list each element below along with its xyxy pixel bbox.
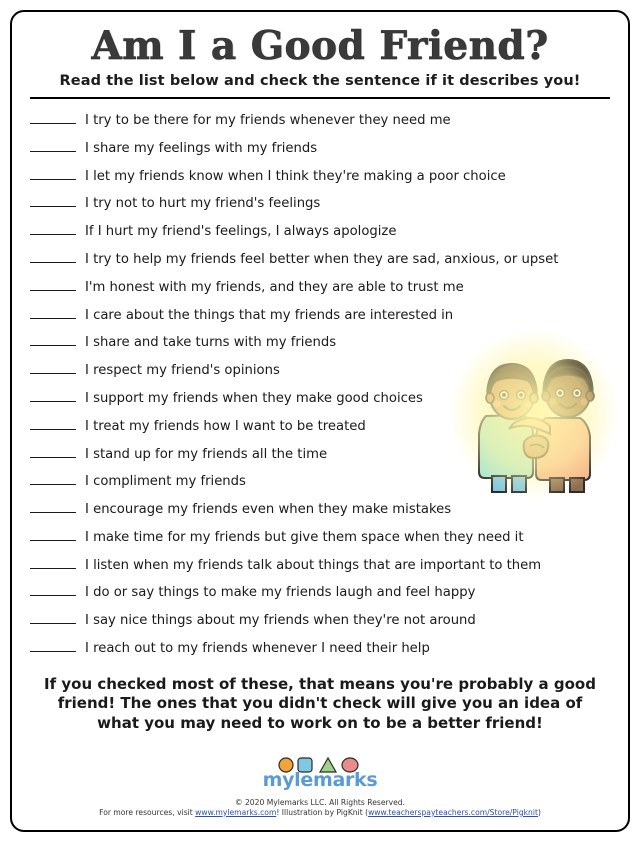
- page-title: Am I a Good Friend?: [91, 23, 549, 69]
- list-item[interactable]: [30, 445, 610, 461]
- instructions-text: Read the list below and check the sentence if it describes you!: [59, 72, 581, 89]
- list-item-label: I care about the things that my friends are interested in: [85, 307, 454, 323]
- list-item[interactable]: [30, 528, 610, 544]
- copyright-text: © 2020 Mylemarks LLC. All Rights Reserved.: [234, 797, 406, 807]
- list-item[interactable]: [30, 556, 610, 572]
- check-blank[interactable]: [30, 389, 76, 402]
- list-item-label: I support my friends when they make good choices: [85, 390, 423, 406]
- credits-middle: ! Illustration by PigKnit (: [276, 807, 369, 817]
- check-blank[interactable]: [30, 250, 76, 263]
- list-item[interactable]: [30, 389, 610, 405]
- list-item-label: I respect my friend's opinions: [85, 363, 280, 379]
- check-blank[interactable]: [30, 528, 76, 541]
- check-blank[interactable]: [30, 361, 76, 374]
- logo-wordmark: [263, 769, 378, 791]
- list-item-label: I let my friends know when I think they're making a poor choice: [85, 168, 506, 184]
- check-blank[interactable]: [30, 639, 76, 652]
- list-item-label: I share and take turns with my friends: [85, 335, 337, 351]
- list-item-label: I share my feelings with my friends: [85, 140, 318, 156]
- list-item[interactable]: [30, 111, 610, 127]
- check-blank[interactable]: [30, 306, 76, 319]
- list-item[interactable]: [30, 194, 610, 210]
- list-item-label: I reach out to my friends whenever I need their help: [85, 641, 430, 657]
- closing-text: If you checked most of these, that means you're probably a good friend! The ones that you didn't check will give you an idea of what you may need to work on to be a better friend!: [44, 675, 596, 732]
- list-item[interactable]: [30, 306, 610, 322]
- list-item-label: I compliment my friends: [85, 474, 246, 490]
- list-item[interactable]: [30, 222, 610, 238]
- credits-line: [30, 808, 610, 817]
- check-blank[interactable]: [30, 167, 76, 180]
- list-item-label: If I hurt my friend's feelings, I always apologize: [85, 224, 397, 240]
- check-blank[interactable]: [30, 445, 76, 458]
- check-blank[interactable]: [30, 556, 76, 569]
- check-blank[interactable]: [30, 222, 76, 235]
- check-blank[interactable]: [30, 417, 76, 430]
- list-item-label: I try to help my friends feel better when they are sad, anxious, or upset: [85, 251, 559, 267]
- list-item-label: I try to be there for my friends whenever they need me: [85, 112, 451, 128]
- check-blank[interactable]: [30, 194, 76, 207]
- list-item[interactable]: [30, 639, 610, 655]
- check-blank[interactable]: [30, 583, 76, 596]
- mylemarks-link[interactable]: www.mylemarks.com: [195, 807, 277, 817]
- list-item-label: I treat my friends how I want to be treated: [85, 418, 366, 434]
- list-item-label: I do or say things to make my friends laugh and feel happy: [85, 585, 476, 601]
- list-item[interactable]: [30, 167, 610, 183]
- list-item[interactable]: [30, 361, 610, 377]
- credits-end: ): [537, 807, 541, 817]
- list-item[interactable]: [30, 333, 610, 349]
- pigknit-link[interactable]: www.teacherspayteachers.com/Store/Pigknit: [368, 807, 538, 817]
- list-item[interactable]: [30, 583, 610, 599]
- check-blank[interactable]: [30, 611, 76, 624]
- list-item-label: I listen when my friends talk about things that are important to them: [85, 557, 542, 573]
- brand-logo[interactable]: [30, 755, 610, 791]
- list-item[interactable]: [30, 417, 610, 433]
- list-item-label: I stand up for my friends all the time: [85, 446, 328, 462]
- list-item-label: I try not to hurt my friend's feelings: [85, 196, 321, 212]
- list-item[interactable]: [30, 250, 610, 266]
- check-blank[interactable]: [30, 278, 76, 291]
- check-blank[interactable]: [30, 333, 76, 346]
- list-item[interactable]: [30, 500, 610, 516]
- list-item[interactable]: [30, 139, 610, 155]
- list-item[interactable]: [30, 278, 610, 294]
- credits-prefix: For more resources, visit: [99, 807, 196, 817]
- check-blank[interactable]: [30, 500, 76, 513]
- list-item-label: I encourage my friends even when they make mistakes: [85, 502, 452, 518]
- list-item[interactable]: [30, 472, 610, 488]
- list-item-label: I make time for my friends but give them space when they need it: [85, 529, 524, 545]
- check-blank[interactable]: [30, 472, 76, 485]
- checklist: [30, 111, 610, 655]
- list-item-label: I say nice things about my friends when they're not around: [85, 613, 476, 629]
- list-item-label: I'm honest with my friends, and they are able to trust me: [85, 279, 464, 295]
- check-blank[interactable]: [30, 111, 76, 124]
- logo-text: mylemarks: [262, 768, 378, 791]
- divider: [30, 97, 610, 99]
- check-blank[interactable]: [30, 139, 76, 152]
- list-item[interactable]: [30, 611, 610, 627]
